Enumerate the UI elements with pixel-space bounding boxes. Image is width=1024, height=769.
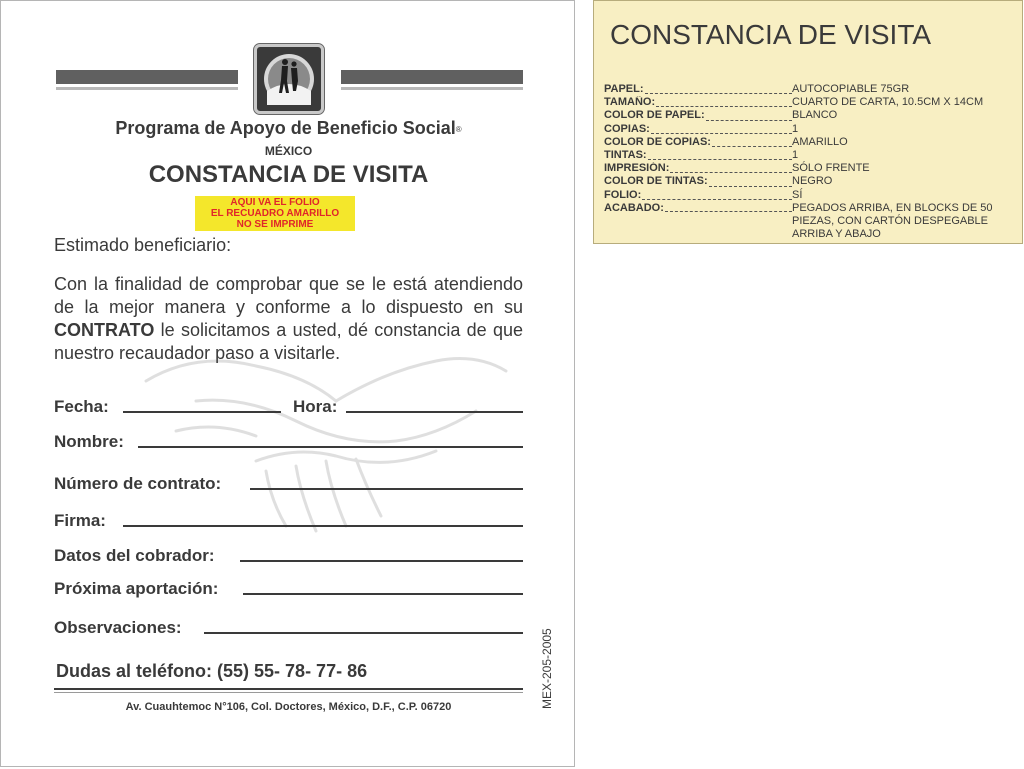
spec-row — [604, 109, 1016, 122]
firma-label: Firma: — [54, 511, 106, 530]
program-title: Programa de Apoyo de Beneficio Social® — [115, 118, 462, 138]
spec-label: IMPRESIÓN: — [604, 162, 670, 175]
spec-row — [604, 136, 1016, 149]
body-paragraph: Con la finalidad de comprobar que se le está atendiendo de la mejor manera y conforme a lo dispuesto en su CONTRATO le solicitamos a usted, dé constancia de que nuestro recaudador paso a visitarle. — [54, 274, 523, 363]
fecha-label: Fecha: — [54, 397, 109, 416]
spec-label: COLOR DE COPIAS: — [604, 135, 711, 148]
spec-label: COPIAS: — [604, 122, 650, 135]
nombre-label: Nombre: — [54, 432, 124, 451]
spec-row — [604, 123, 1016, 136]
folio-note-line: NO SE IMPRIME — [236, 219, 314, 230]
footer-divider-thin — [54, 692, 523, 693]
spec-title: CONSTANCIA DE VISITA — [610, 19, 932, 50]
spec-label: COLOR DE TINTAS: — [604, 175, 708, 188]
spec-value: AUTOCOPIABLE 75GR — [792, 83, 910, 95]
hora-label: Hora: — [293, 397, 338, 416]
form-code: MEX-205-2005 — [540, 628, 554, 709]
greeting: Estimado beneficiario: — [54, 235, 232, 255]
contract-word: CONTRATO — [54, 320, 155, 340]
spec-label: TAMAÑO: — [604, 96, 656, 109]
header-bar-left-line — [56, 87, 238, 90]
spec-row — [604, 96, 1016, 109]
spec-row — [604, 149, 1016, 162]
folio-placeholder-box — [195, 196, 355, 231]
spec-row — [604, 202, 1016, 242]
numero-contrato-label: Número de contrato: — [54, 474, 222, 493]
datos-cobrador-field[interactable] — [240, 560, 523, 562]
folio-note-line: AQUI VA EL FOLIO — [230, 197, 320, 208]
observaciones-field[interactable] — [204, 632, 523, 634]
datos-cobrador-label: Datos del cobrador: — [54, 546, 215, 565]
firma-field[interactable] — [123, 525, 523, 527]
proxima-aportacion-label: Próxima aportación: — [54, 579, 219, 598]
observaciones-label: Observaciones: — [54, 618, 182, 637]
spec-row — [604, 189, 1016, 202]
spec-value: SÓLO FRENTE — [792, 162, 870, 175]
handshake-watermark-icon — [136, 341, 516, 541]
print-spec-panel — [593, 0, 1023, 244]
spec-value: 1 — [792, 149, 799, 162]
spec-label: COLOR DE PAPEL: — [604, 109, 705, 122]
spec-value: CUARTO DE CARTA, 10.5CM X 14CM — [792, 96, 984, 109]
spec-label: FOLIO: — [604, 188, 642, 201]
phone-contact: Dudas al teléfono: (55) 55- 78- 77- 86 — [56, 661, 368, 681]
spec-row — [604, 162, 1016, 175]
spec-value: PEGADOS ARRIBA, EN BLOCKS DE 50 PIEZAS, CON CARTÓN DESPEGABLE ARRIBA Y ABAJO — [792, 201, 993, 241]
spec-row — [604, 83, 1016, 96]
hora-field[interactable] — [346, 411, 523, 413]
spec-label: TINTAS: — [604, 149, 647, 162]
country-label: MÉXICO — [264, 144, 313, 158]
spec-label: ACABADO: — [604, 201, 664, 214]
footer-divider — [54, 688, 523, 690]
folio-note-line: EL RECUADRO AMARILLO — [210, 208, 340, 219]
header-bar-left — [56, 70, 238, 84]
spec-value: SÍ — [792, 188, 803, 201]
spec-value: BLANCO — [792, 109, 838, 122]
spec-label: PAPEL: — [604, 83, 644, 95]
header-bar-right — [341, 70, 523, 84]
program-logo-icon — [254, 44, 324, 114]
spec-value: AMARILLO — [792, 135, 848, 148]
header-bar-right-line — [341, 87, 523, 90]
address-footer: Av. Cuauhtemoc N°106, Col. Doctores, México, D.F., C.P. 06720 — [125, 701, 452, 713]
fecha-field[interactable] — [123, 411, 281, 413]
spec-value: 1 — [792, 122, 799, 135]
proxima-aportacion-field[interactable] — [243, 593, 523, 595]
spec-list — [604, 83, 1016, 241]
registered-mark: ® — [455, 124, 462, 134]
spec-value: NEGRO — [792, 175, 833, 188]
spec-row — [604, 175, 1016, 188]
nombre-field[interactable] — [138, 446, 523, 448]
form-title: CONSTANCIA DE VISITA — [148, 161, 429, 188]
numero-contrato-field[interactable] — [250, 488, 523, 490]
